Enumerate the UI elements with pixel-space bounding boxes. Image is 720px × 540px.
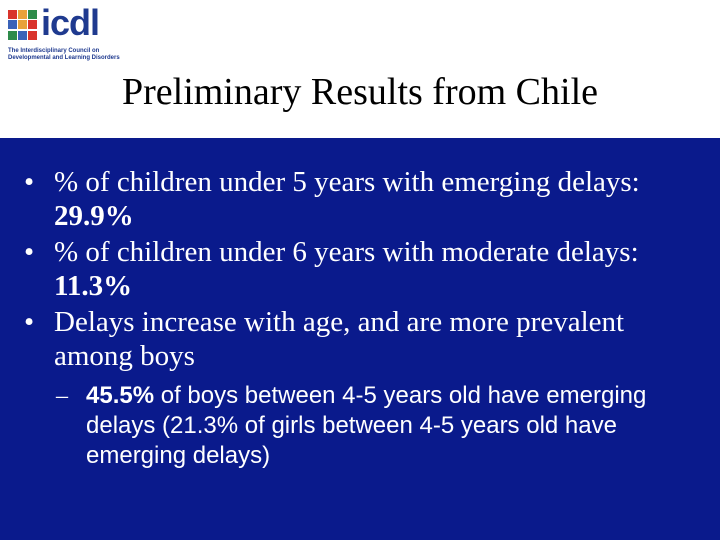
slide-title: Preliminary Results from Chile xyxy=(121,71,598,113)
sub-bullet-text: of boys between 4-5 years old have emerging delays (21.3% of girls between 4-5 years old have emerging delays) xyxy=(86,382,647,469)
bullet-dot: • xyxy=(24,166,35,198)
bullet-dot: • xyxy=(24,306,35,338)
logo-tile xyxy=(28,31,37,40)
sub-bullet-dash: – xyxy=(56,383,68,409)
logo-tile xyxy=(8,10,17,19)
logo-tile xyxy=(18,10,27,19)
sub-bullet-value: 45.5% xyxy=(86,382,155,409)
header-bar xyxy=(0,0,720,140)
logo-subtitle-line: Developmental and Learning Disorders xyxy=(8,55,120,61)
logo-tile xyxy=(18,31,27,40)
bullet-value: 11.3% xyxy=(54,270,133,302)
icdl-logo xyxy=(8,2,120,70)
bullet-text: % of children under 5 years with emerging delays: xyxy=(54,166,640,198)
logo-tile xyxy=(28,20,37,29)
logo-tile xyxy=(8,31,17,40)
logo-mosaic-icon xyxy=(8,10,38,40)
sub-bullet-item xyxy=(20,381,710,471)
bullet-text: % of children under 6 years with moderate delays: xyxy=(54,236,639,268)
logo-tile xyxy=(8,20,17,29)
bullet-dot: • xyxy=(24,236,35,268)
bullet-item xyxy=(20,235,710,303)
logo-wordmark: icdl xyxy=(41,2,100,43)
slide-body xyxy=(20,165,710,471)
bullet-item xyxy=(20,305,710,373)
logo-subtitle xyxy=(8,48,128,62)
logo-subtitle-line: The Interdisciplinary Council on xyxy=(8,48,100,54)
logo-tile xyxy=(28,10,37,19)
bullet-text: Delays increase with age, and are more prevalent among boys xyxy=(54,306,625,372)
logo-tile xyxy=(18,20,27,29)
bullet-value: 29.9% xyxy=(54,200,134,232)
bullet-item xyxy=(20,165,710,233)
